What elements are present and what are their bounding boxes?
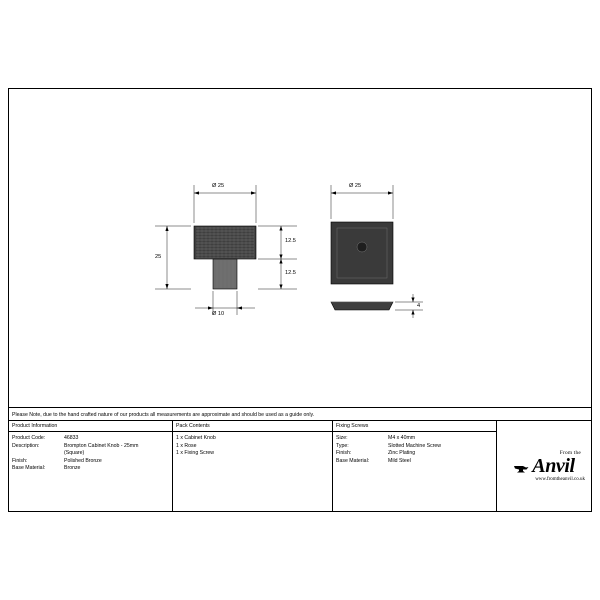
- dim-side-upper-12-5: 12.5: [285, 238, 296, 244]
- technical-drawing-svg: [9, 89, 591, 407]
- product-information-column: [9, 421, 173, 511]
- pack-contents-body: [173, 432, 332, 458]
- screw-size-label: Size:: [336, 435, 348, 441]
- drawing-area: [9, 89, 591, 407]
- product-code-value: 46833: [64, 435, 79, 441]
- dim-plan-diameter-25: Ø 25: [349, 183, 362, 189]
- base-material-label: Base Material:: [12, 465, 46, 472]
- table-row: [12, 465, 169, 473]
- screw-base-material-value: Mild Steel: [388, 457, 411, 464]
- finish-value: Polished Bronze: [64, 457, 102, 464]
- description-label: Description:: [12, 442, 40, 449]
- product-information-header: Product Information: [9, 421, 172, 432]
- list-item: 1 x Fixing Screw: [176, 450, 215, 457]
- brand-name-row: [513, 456, 574, 476]
- pack-contents-header: Pack Contents: [173, 421, 332, 432]
- dim-rose-thickness-4: 4: [417, 303, 421, 309]
- dim-side-height-25: 25: [155, 254, 162, 260]
- product-code-label: Product Code:: [12, 435, 46, 441]
- screw-finish-label: Finish:: [336, 450, 352, 457]
- table-row: [336, 443, 493, 451]
- fixing-screws-column: [333, 421, 497, 511]
- fixing-screws-body: [333, 432, 496, 465]
- pack-contents-column: [173, 421, 333, 511]
- anvil-icon: [513, 464, 529, 473]
- drawing-frame: [8, 88, 592, 512]
- dim-stem-diameter-10: Ø 10: [212, 311, 225, 317]
- table-row: [336, 435, 493, 443]
- brand-name: Anvil: [532, 455, 575, 477]
- brand-url: www.fromtheanvil.co.uk: [535, 477, 585, 482]
- screw-type-value: Slotted Machine Screw: [388, 442, 442, 449]
- base-material-value: Bronze: [64, 465, 81, 472]
- screw-type-label: Type:: [336, 442, 349, 449]
- brand-column: [497, 421, 591, 511]
- description-value-cont: (Square): [64, 450, 85, 457]
- description-value: Brompton Cabinet Knob - 25mm: [64, 442, 139, 449]
- screw-finish-value: Zinc Plating: [388, 450, 416, 457]
- table-row: [12, 458, 169, 466]
- table-row: [12, 450, 169, 458]
- brand-logo: [497, 421, 591, 511]
- info-table: [9, 421, 591, 511]
- description-label-cont: [12, 450, 64, 458]
- fixing-screws-header: Fixing Screws: [333, 421, 496, 432]
- table-row: [12, 435, 169, 443]
- dim-side-lower-12-5: 12.5: [285, 270, 296, 276]
- table-row: [336, 450, 493, 458]
- measurement-note: Please Note, due to the hand crafted nature of our products all measurements are approximate and should be used as a guide only.: [9, 407, 591, 421]
- list-item: 1 x Rose: [176, 442, 197, 449]
- table-row: [12, 443, 169, 451]
- brand-tagline: From the: [559, 450, 581, 456]
- dim-side-diameter-25: Ø 25: [212, 183, 225, 189]
- finish-label: Finish:: [12, 457, 28, 464]
- list-item: 1 x Cabinet Knob: [176, 435, 216, 441]
- table-row: [336, 458, 493, 466]
- product-information-body: [9, 432, 172, 473]
- screw-size-value: M4 x 40mm: [388, 435, 416, 441]
- screw-base-material-label: Base Material:: [336, 457, 370, 464]
